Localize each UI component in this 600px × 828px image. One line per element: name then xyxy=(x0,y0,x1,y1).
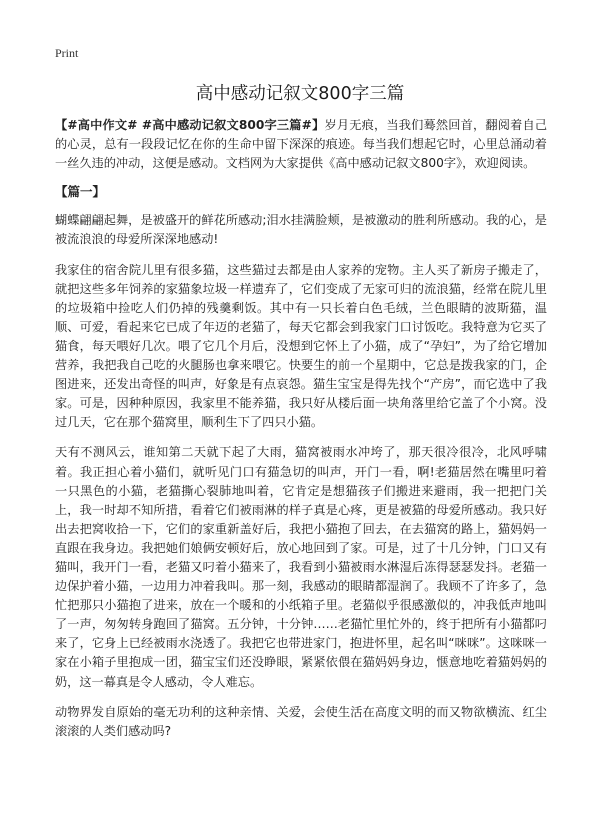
body-paragraph-3: 天有不测风云，谁知第二天就下起了大雨，猫窝被雨水冲垮了，那天很冷很冷，北风呼啸着。我正担心着小猫们，就听见门口有猫急切的叫声，开门一看，啊!老猫居然在嘴里叼着一只黑色的小猫，老猫撕心裂肺地叫着，它肯定是想猫孩子们搬进来避雨，我一把把门关上，我一时却不知所措，看着它们被雨淋的样子真是心疼，更是被猫的母爱所感动。我只好出去把窝收拾一下，它们的家重新盖好后，我把小猫抱了回去，在去猫窝的路上，猫妈妈一直跟在我身边。我把她们娘俩安顿好后，放心地回到了家。可是，过了十几分钟，门口又有猫叫，我开门一看，老猫又叼着小猫来了，我看到小猫被雨水淋湿后冻得瑟瑟发抖。老猫一边保护着小猫，一边用力冲着我叫。那一刻，我感动的眼睛都湿润了。我顾不了许多了，急忙把那只小猫抱了进来，放在一个暖和的小纸箱子里。老猫似乎很感激似的，冲我低声地叫了一声，匆匆转身跑回了猫窝。五分钟，十分钟……老猫忙里忙外的，终于把所有小猫都叼来了，它身上已经被雨水浇透了。我把它也带进家门，抱进怀里，起名叫“咪咪”。这咪咪一家在小箱子里抱成一团，猫宝宝们还没睁眼，紧紧依偎在猫妈妈身边，惬意地吃着猫妈妈的奶，这一幕真是令人感动，令人难忘。 xyxy=(55,445,547,689)
body-paragraph-2: 我家住的宿舍院儿里有很多猫，这些猫过去都是由人家养的宠物。主人买了新房子搬走了，就把这些多年饲养的家猫象垃圾一样遗弃了，它们变成了无家可归的流浪猫，经常在院儿里的垃圾箱中捡吃人们仍掉的残羹剩饭。其中有一只长着白色毛绒，兰色眼睛的波斯猫，温顺、可爱，看起来它已成了年迈的老猫了，每天它都会到我家门口讨饭吃。我特意为它买了猫食，每天喂好几次。喂了它几个月后，没想到它怀上了小猫，成了“孕妇”，为了给它增加营养，我把我自己吃的火腿肠也拿来喂它。快要生的前一个星期中，它总是拨我家的门，企图进来，还发出奇怪的叫声，好象是有点哀怨。猫生宝宝是得先找个“产房”，而它选中了我家。可是，因种种原因，我家里不能养猫，我只好从楼后面一块角落里给它盖了个小窝。没过几天，它在那个猫窝里，顺利生下了四只小猫。 xyxy=(55,262,547,430)
intro-paragraph xyxy=(55,116,547,173)
intro-tag: 【#高中作文# #高中感动记叙文800字三篇#】 xyxy=(55,118,325,132)
intro-text: 岁月无痕，当我们蓦然回首，翻阅着自己的心灵，总有一段段记忆在你的生命中留下深深的痕迹。每当我们想起它时，心里总涌动着一丝久违的冲动，这便是感动。文档网为大家提供《高中感动记叙文800字》，欢迎阅读。 xyxy=(55,118,548,171)
print-link[interactable]: Print xyxy=(55,46,79,60)
body-paragraph-1: 蝴蝶翩翩起舞，是被盛开的鲜花所感动;泪水挂满脸颊，是被激动的胜利所感动。我的心，是被流浪浪的母爱所深深地感动! xyxy=(55,213,547,247)
body-paragraph-4: 动物界发自原始的毫无功利的这种亲情、关爱，会使生活在高度文明的而又物欲横流、红尘滚滚的人类们感动吗? xyxy=(55,704,547,738)
document-title: 高中感动记叙文800字三篇 xyxy=(195,84,405,104)
section-heading: 【篇一】 xyxy=(55,184,106,200)
document-body xyxy=(55,116,547,741)
